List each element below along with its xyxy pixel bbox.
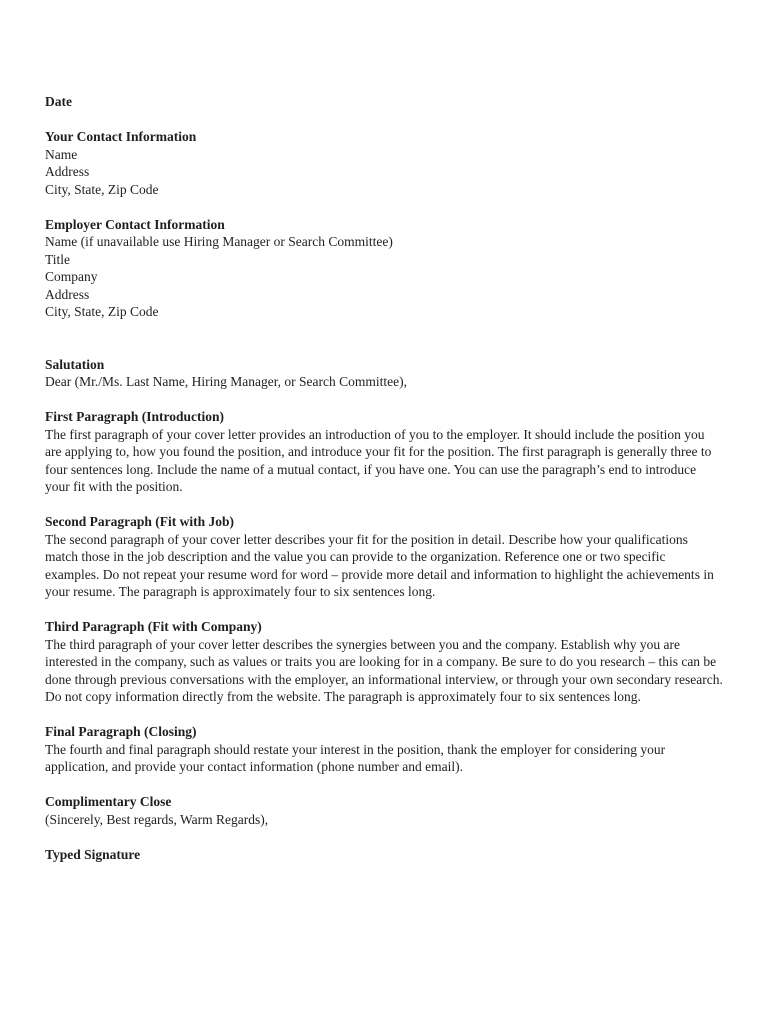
second-paragraph-body: The second paragraph of your cover letter describes your fit for the position in detail. Describe how your qualifications match those in the job description and the value you can provide to the organization. Reference one or two specific examples. Do not repeat your resume word for word – provide more detail and information to highlight the achievements in your resume. The paragraph is approximately four to six sentences long. <box>45 531 714 599</box>
second-paragraph-heading: Second Paragraph (Fit with Job) <box>45 514 234 529</box>
section-salutation <box>45 356 723 391</box>
salutation-heading: Salutation <box>45 356 105 372</box>
section-typed-signature <box>45 846 723 864</box>
third-paragraph-heading: Third Paragraph (Fit with Company) <box>45 619 262 634</box>
section-first-paragraph <box>45 408 723 496</box>
typed-signature-heading: Typed Signature <box>45 846 141 862</box>
first-paragraph-heading: First Paragraph (Introduction) <box>45 409 224 424</box>
section-complimentary-close <box>45 793 723 828</box>
your-contact-line-name: Name <box>45 146 78 162</box>
employer-contact-line-name: Name (if unavailable use Hiring Manager or Search Committee) <box>45 234 393 249</box>
final-paragraph-heading: Final Paragraph (Closing) <box>45 724 197 739</box>
complimentary-close-line: (Sincerely, Best regards, Warm Regards), <box>45 811 269 827</box>
first-paragraph-body: The first paragraph of your cover letter provides an introduction of you to the employer. It should include the position you are applying to, how you found the position, and introduce your fit for the position. The first paragraph is generally three to four sentences long. Include the name of a mutual contact, if you have one. You can use the paragraph’s end to introduce your fit with the position. <box>45 426 712 494</box>
employer-contact-line-address: Address <box>45 286 90 302</box>
section-date <box>45 93 723 111</box>
date-label: Date <box>45 94 72 109</box>
final-paragraph-body: The fourth and final paragraph should restate your interest in the position, thank the employer for considering your application, and provide your contact information (phone number and email). <box>45 741 666 774</box>
employer-contact-line-city: City, State, Zip Code <box>45 304 159 319</box>
complimentary-close-heading: Complimentary Close <box>45 794 172 809</box>
section-third-paragraph <box>45 618 723 706</box>
third-paragraph-body: The third paragraph of your cover letter describes the synergies between you and the company. Establish why you are interested in the company, such as values or traits you are looking for in a company. Be sure to do you research – this can be done through previous conversations with the employer, an informational interview, or through your own secondary research. Do not copy information directly from the website. The paragraph is approximately four to six sentences long. <box>45 636 723 704</box>
your-contact-heading: Your Contact Information <box>45 129 197 144</box>
your-contact-line-address: Address <box>45 164 90 179</box>
employer-contact-line-title: Title <box>45 251 71 267</box>
employer-contact-line-company: Company <box>45 269 98 284</box>
your-contact-line-city: City, State, Zip Code <box>45 181 159 197</box>
section-employer-contact <box>45 216 723 321</box>
salutation-line: Dear (Mr./Ms. Last Name, Hiring Manager, or Search Committee), <box>45 374 407 389</box>
section-second-paragraph <box>45 513 723 601</box>
section-your-contact <box>45 128 723 198</box>
employer-contact-heading: Employer Contact Information <box>45 216 225 232</box>
section-final-paragraph <box>45 723 723 776</box>
